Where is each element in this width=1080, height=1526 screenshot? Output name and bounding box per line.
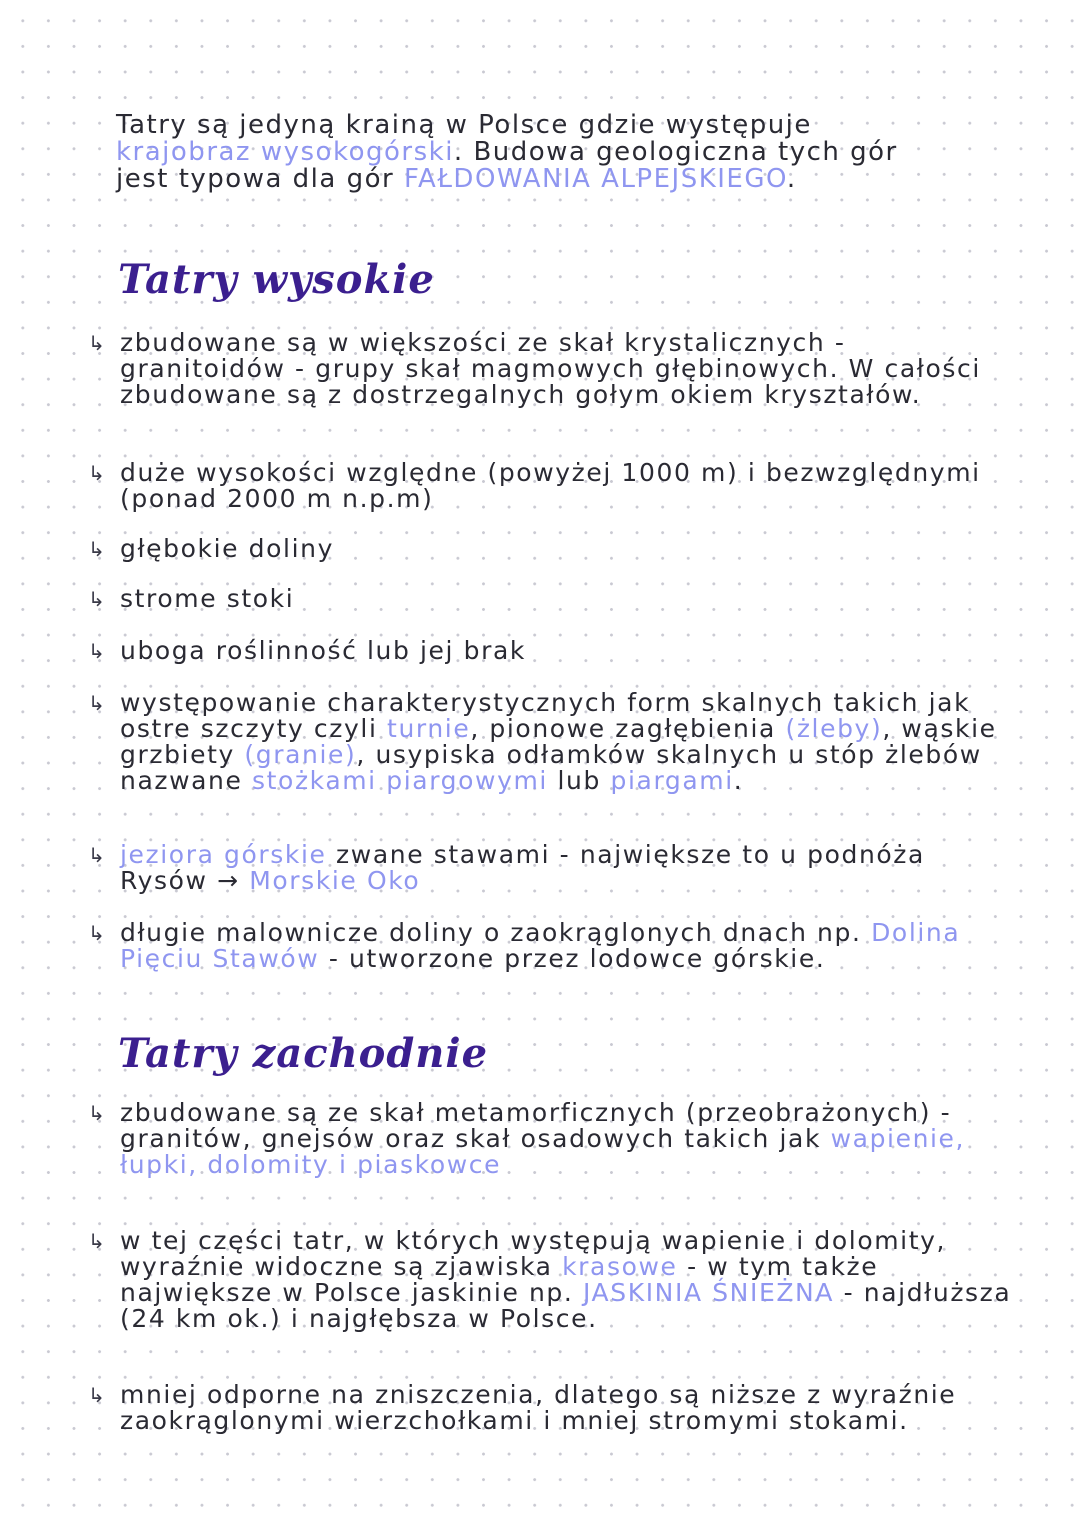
list-item (88, 920, 1018, 972)
arrow-icon: ↳ (88, 1229, 107, 1253)
highlight-term: krajobraz wysokogórski (116, 137, 454, 167)
arrow-icon: ↳ (88, 639, 107, 663)
list-item (88, 1100, 1018, 1178)
list-item-text: duże wysokości względne (powyżej 1000 m) i bezwzględnymi (ponad 2000 m n.p.m) (120, 458, 981, 513)
arrow-icon: ↳ (88, 691, 107, 715)
arrow-icon: ↳ (88, 461, 107, 485)
arrow-icon: ↳ (88, 587, 107, 611)
list-item-text: występowanie charakterystycznych form skalnych takich jak ostre szczyty czyli turnie, pionowe zagłębienia (żleby), wąskie grzbiety (granie), usypiska odłamków skalnych u stóp żlebów nazwane stożkami piargowymi lub piargami. (120, 688, 997, 795)
list-item (88, 330, 1018, 408)
list-item (88, 586, 1018, 612)
arrow-icon: ↳ (88, 331, 107, 355)
arrow-icon: ↳ (88, 1101, 107, 1125)
list-item-text: zbudowane są ze skał metamorficznych (przeobrażonych) - granitów, gnejsów oraz skał osadowych takich jak wapienie, łupki, dolomity i piaskowce (120, 1098, 966, 1179)
intro-text: . (786, 164, 797, 194)
list-item-text: jeziora górskie zwane stawami - największe to u podnóża Rysów → Morskie Oko (120, 840, 925, 895)
highlight-term: FAŁDOWANIA ALPEJSKIEGO (403, 164, 787, 194)
intro-paragraph (116, 112, 906, 193)
list-item-text: długie malownicze doliny o zaokrąglonych dnach np. Dolina Pięciu Stawów - utworzone przez lodowce górskie. (120, 918, 961, 973)
list-item-text: strome stoki (120, 584, 295, 613)
section-heading-tatry-wysokie: Tatry wysokie (118, 256, 435, 303)
arrow-icon: ↳ (88, 537, 107, 561)
intro-text: . Budowa geologiczna tych gór jest typowa dla gór (116, 137, 898, 194)
list-item-text: zbudowane są w większości ze skał krystalicznych - granitoidów - grupy skał magmowych głębinowych. W całości zbudowane są z dostrzegalnych gołym okiem kryształów. (120, 328, 981, 409)
section-heading-tatry-zachodnie: Tatry zachodnie (118, 1030, 489, 1077)
arrow-icon: ↳ (88, 921, 107, 945)
intro-text: Tatry są jedyną krainą w Polsce gdzie występuje (116, 110, 812, 140)
arrow-icon: ↳ (88, 843, 107, 867)
list-item (88, 690, 1018, 794)
list-item-text: uboga roślinność lub jej brak (120, 636, 526, 665)
list-item-text: w tej części tatr, w których występują wapienie i dolomity, wyraźnie widoczne są zjawiska krasowe - w tym także największe w Polsce jaskinie np. JASKINIA ŚNIEŻNA - najdłuższa (24 km ok.) i najgłębsza w Polsce. (120, 1226, 1012, 1333)
list-item (88, 460, 1018, 512)
list-item (88, 842, 1018, 894)
list-item (88, 638, 1018, 664)
list-item (88, 1382, 1018, 1434)
arrow-icon: ↳ (88, 1383, 107, 1407)
list-item (88, 1228, 1018, 1332)
list-item-text: głębokie doliny (120, 534, 334, 563)
list-item-text: mniej odporne na zniszczenia, dlatego są niższe z wyraźnie zaokrąglonymi wierzchołkami i mniej stromymi stokami. (120, 1380, 957, 1435)
list-item (88, 536, 1018, 562)
